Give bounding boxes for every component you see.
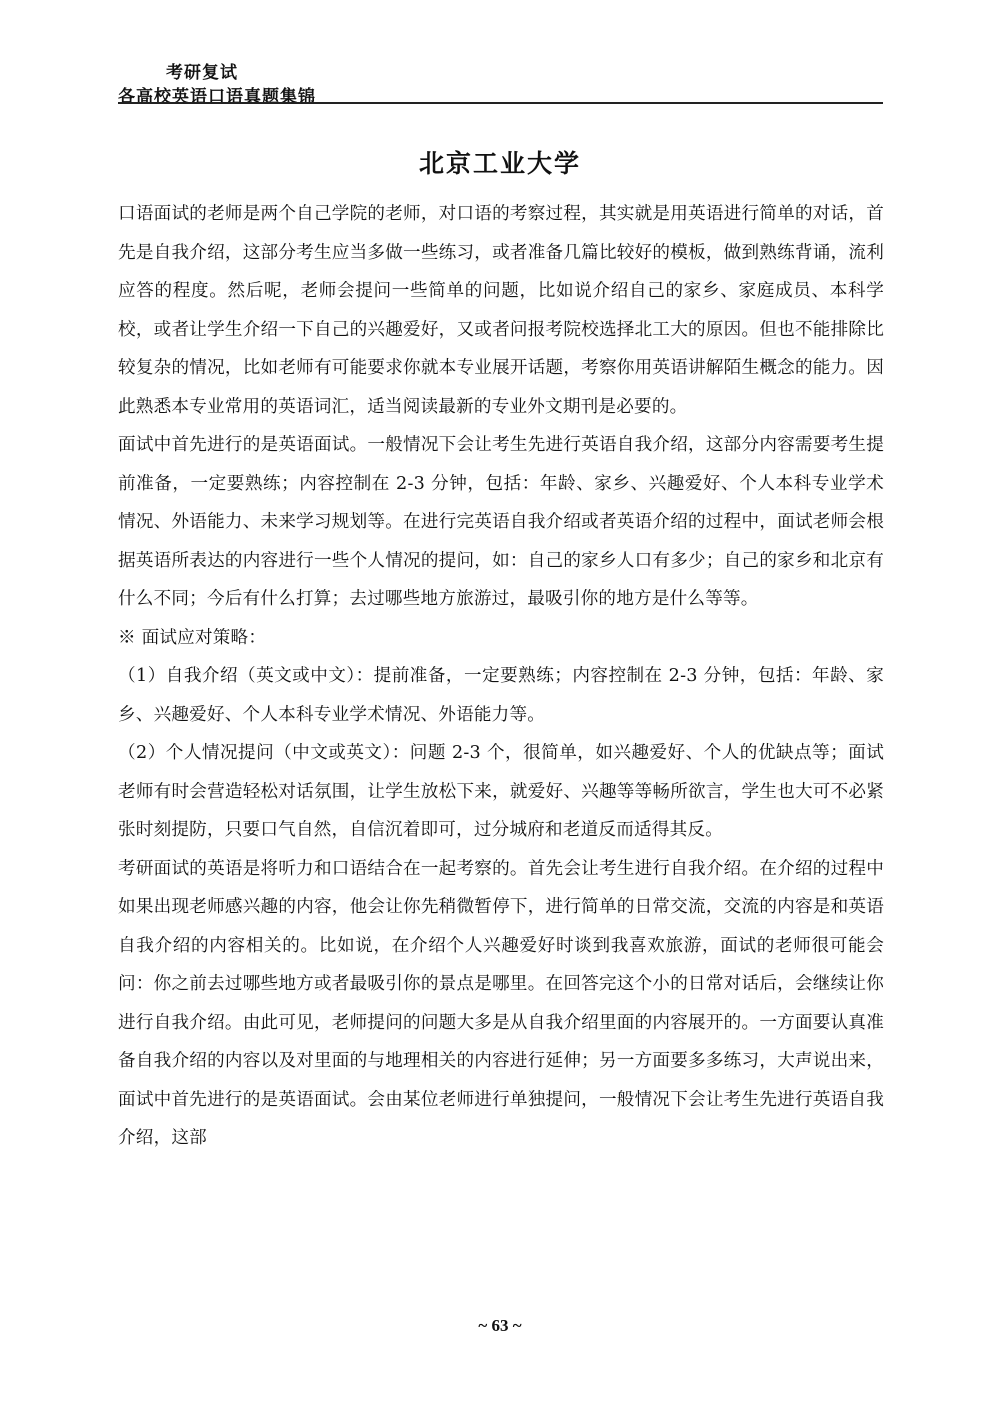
page-title: 北京工业大学 — [418, 149, 581, 178]
header-book-title: 各高校英语口语真题集锦 — [118, 87, 316, 107]
header-divider — [118, 102, 883, 104]
page-number: ~ 63 ~ — [478, 1316, 522, 1335]
paragraph-2: 面试中首先进行的是英语面试。一般情况下会让考生先进行英语自我介绍，这部分内容需要考生提前准备，一定要熟练；内容控制在 2-3 分钟，包括：年龄、家乡、兴趣爱好、个人本科专业学术情况、外语能力、未来学习规划等。在进行完英语自我介绍或者英语介绍的过程中，面试老师会根据英语所表达的内容进行一些个人情况的提问，如：自己的家乡人口有多少；自己的家乡和北京有什么不同；今后有什么打算；去过哪些地方旅游过，最吸引你的地方是什么等等。 — [118, 435, 884, 609]
paragraph-1: 口语面试的老师是两个自己学院的老师，对口语的考察过程，其实就是用英语进行简单的对话，首先是自我介绍，这部分考生应当多做一些练习，或者准备几篇比较好的模板，做到熟练背诵，流利应答的程度。然后呢，老师会提问一些简单的问题，比如说介绍自己的家乡、家庭成员、本科学校，或者让学生介绍一下自己的兴趣爱好，又或者问报考院校选择北工大的原因。但也不能排除比较复杂的情况，比如老师有可能要求你就本专业展开话题，考察你用英语讲解陌生概念的能力。因此熟悉本专业常用的英语词汇，适当阅读最新的专业外文期刊是必要的。 — [118, 204, 884, 417]
header-subtitle: 考研复试 — [166, 63, 238, 83]
strategy-heading: ※ 面试应对策略： — [118, 627, 267, 648]
paragraph-3: 考研面试的英语是将听力和口语结合在一起考察的。首先会让考生进行自我介绍。在介绍的过程中如果出现老师感兴趣的内容，他会让你先稍微暂停下，进行简单的日常交流，交流的内容是和英语自我介绍的内容相关的。比如说，在介绍个人兴趣爱好时谈到我喜欢旅游，面试的老师很可能会问：你之前去过哪些地方或者最吸引你的景点是哪里。在回答完这个小的日常对话后，会继续让你进行自我介绍。由此可见，老师提问的问题大多是从自我介绍里面的内容展开的。一方面要认真准备自我介绍的内容以及对里面的与地理相关的内容进行延伸；另一方面要多多练习，大声说出来，面试中首先进行的是英语面试。会由某位老师进行单独提问，一般情况下会让考生先进行英语自我介绍，这部 — [118, 858, 884, 1148]
strategy-item-1: （1）自我介绍（英文或中文）：提前准备，一定要熟练；内容控制在 2-3 分钟，包括：年龄、家乡、兴趣爱好、个人本科专业学术情况、外语能力等。 — [118, 666, 884, 725]
strategy-item-2: （2）个人情况提问（中文或英文）：问题 2-3 个，很简单，如兴趣爱好、个人的优缺点等；面试老师有时会营造轻松对话氛围，让学生放松下来，就爱好、兴趣等等畅所欲言，学生也大可不必紧张时刻提防，只要口气自然，自信沉着即可，过分城府和老道反而适得其反。 — [118, 743, 884, 840]
article-body — [118, 195, 884, 1158]
